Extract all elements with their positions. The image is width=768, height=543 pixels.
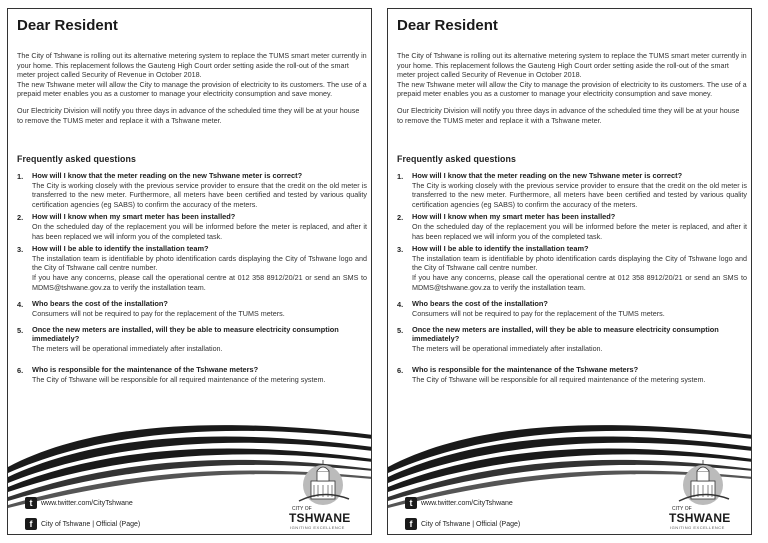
faq-item bbox=[17, 245, 367, 292]
faq-number: 4. bbox=[17, 300, 24, 310]
facebook-icon: f bbox=[405, 518, 417, 530]
faq-number: 6. bbox=[17, 366, 24, 376]
faq-question: Once the new meters are installed, will they be able to measure electricity consumption immediately? bbox=[32, 325, 339, 343]
faq-answer: The City of Tshwane will be responsible for all required maintenance of the metering system. bbox=[32, 374, 326, 384]
faq-item bbox=[397, 245, 747, 292]
faq-number: 3. bbox=[17, 245, 24, 255]
faq-question: How will I be able to identify the installation team? bbox=[32, 244, 209, 254]
intro-paragraph: Our Electricity Division will notify you three days in advance of the scheduled time they will be at your house to remove the TUMS meter and replace it with a Tshwane meter. bbox=[17, 105, 360, 125]
logo-city-of: CITY OF bbox=[292, 506, 312, 512]
facebook-icon: f bbox=[25, 518, 37, 530]
intro-paragraph: Our Electricity Division will notify you three days in advance of the scheduled time they will be at your house to remove the TUMS meter and replace it with a Tshwane meter. bbox=[397, 105, 740, 125]
faq-heading: Frequently asked questions bbox=[397, 154, 516, 164]
faq-answer: The City is working closely with the previous service provider to ensure that the credit on the old meter is transferred to the new meter. Furthermore, all meters have been certified and tested by various quality certification agencies (eg SABS) to confirm the accuracy of the meters. bbox=[32, 180, 367, 209]
intro-line: The City of Tshwane is rolling out its alternative metering system to replace the TUMS smart meter currently in your home. This replacement follows the Gauteng High Court order setting aside the roll-out of the smart meter project called Security of Revenue in October 2018. bbox=[17, 51, 367, 80]
faq-item bbox=[17, 326, 367, 353]
faq-answer-extra: If you have any concerns, please call the operational centre at 012 358 8912/20/21 or send an SMS to MDMS@tshwane.gov.za to verify the installation team. bbox=[32, 272, 367, 292]
faq-number: 3. bbox=[397, 245, 404, 255]
faq-question: Once the new meters are installed, will they be able to measure electricity consumption immediately? bbox=[412, 325, 719, 343]
intro-line: The City of Tshwane is rolling out its alternative metering system to replace the TUMS smart meter currently in your home. This replacement follows the Gauteng High Court order setting aside the roll-out of the smart meter project called Security of Revenue in October 2018. bbox=[397, 51, 747, 80]
intro-text bbox=[397, 51, 747, 132]
faq-answer: The installation team is identifiable by photo identification cards displaying the City of Tshwane logo and the City of Tshwane call centre number. bbox=[32, 253, 367, 273]
flyer-left bbox=[7, 8, 372, 535]
facebook-link[interactable] bbox=[405, 518, 520, 530]
twitter-handle: www.twitter.com/CityTshwane bbox=[421, 499, 513, 507]
faq-item bbox=[17, 172, 367, 209]
faq-item bbox=[397, 213, 747, 241]
flyer-title: Dear Resident bbox=[17, 17, 118, 34]
faq-answer: The City is working closely with the previous service provider to ensure that the credit on the old meter is transferred to the new meter. Furthermore, all meters have been certified and tested by various quality certification agencies (eg SABS) to confirm the accuracy of the meters. bbox=[412, 180, 747, 209]
faq-item bbox=[397, 300, 747, 318]
faq-answer: The installation team is identifiable by photo identification cards displaying the City of Tshwane logo and the City of Tshwane call centre number. bbox=[412, 253, 747, 273]
faq-item bbox=[17, 213, 367, 241]
twitter-handle: www.twitter.com/CityTshwane bbox=[41, 499, 133, 507]
tshwane-logo bbox=[285, 459, 365, 531]
faq-list bbox=[17, 172, 367, 388]
logo-city-of: CITY OF bbox=[672, 506, 692, 512]
faq-list bbox=[397, 172, 747, 388]
facebook-link[interactable] bbox=[25, 518, 140, 530]
faq-answer-extra: If you have any concerns, please call the operational centre at 012 358 8912/20/21 or send an SMS to MDMS@tshwane.gov.za to verify the installation team. bbox=[412, 272, 747, 292]
faq-number: 4. bbox=[397, 300, 404, 310]
faq-question: Who bears the cost of the installation? bbox=[32, 299, 168, 309]
intro-paragraph bbox=[397, 51, 747, 99]
faq-item bbox=[397, 172, 747, 209]
twitter-icon: t bbox=[405, 497, 417, 509]
tshwane-logo bbox=[665, 459, 745, 531]
intro-line: The new Tshwane meter will allow the City to manage the provision of electricity to its customers. The use of a prepaid meter enables you as a customer to manage your electricity consumption and save money. bbox=[17, 79, 367, 99]
faq-item bbox=[17, 300, 367, 318]
twitter-link[interactable] bbox=[405, 497, 513, 509]
faq-question: How will I know that the meter reading on the new Tshwane meter is correct? bbox=[412, 171, 683, 180]
faq-number: 2. bbox=[397, 213, 404, 223]
flyer-title: Dear Resident bbox=[397, 17, 498, 34]
faq-answer: The meters will be operational immediately after installation. bbox=[32, 343, 223, 353]
faq-number: 5. bbox=[397, 326, 404, 336]
faq-question: How will I know that the meter reading on the new Tshwane meter is correct? bbox=[32, 171, 303, 180]
faq-question: How will I know when my smart meter has been installed? bbox=[32, 212, 236, 222]
twitter-link[interactable] bbox=[25, 497, 133, 509]
city-hall-emblem-icon bbox=[675, 459, 730, 505]
logo-name: TSHWANE bbox=[289, 511, 351, 525]
faq-answer: The meters will be operational immediately after installation. bbox=[412, 343, 603, 353]
twitter-icon: t bbox=[25, 497, 37, 509]
intro-line: The new Tshwane meter will allow the City to manage the provision of electricity to its customers. The use of a prepaid meter enables you as a customer to manage your electricity consumption and save money. bbox=[397, 79, 747, 99]
city-hall-emblem-icon bbox=[295, 459, 350, 505]
faq-item bbox=[397, 326, 747, 353]
faq-number: 2. bbox=[17, 213, 24, 223]
faq-question: How will I be able to identify the installation team? bbox=[412, 244, 589, 254]
faq-item bbox=[17, 366, 367, 384]
faq-question: Who is responsible for the maintenance of the Tshwane meters? bbox=[32, 365, 259, 375]
faq-number: 1. bbox=[17, 172, 24, 181]
faq-question: Who is responsible for the maintenance of the Tshwane meters? bbox=[412, 365, 639, 375]
facebook-page: City of Tshwane | Official (Page) bbox=[421, 520, 521, 528]
logo-tagline: IGNITING EXCELLENCE bbox=[670, 525, 725, 530]
logo-tagline: IGNITING EXCELLENCE bbox=[290, 525, 345, 530]
intro-paragraph bbox=[17, 51, 367, 99]
flyer-right bbox=[387, 8, 752, 535]
faq-answer: Consumers will not be required to pay for the replacement of the TUMS meters. bbox=[412, 308, 665, 318]
intro-text bbox=[17, 51, 367, 132]
logo-name: TSHWANE bbox=[669, 511, 731, 525]
faq-number: 5. bbox=[17, 326, 24, 336]
faq-item bbox=[397, 366, 747, 384]
faq-answer: On the scheduled day of the replacement you will be informed before the meter is replaced, and after it has been replaced we will inform you of the completed task. bbox=[32, 221, 367, 241]
facebook-page: City of Tshwane | Official (Page) bbox=[41, 520, 141, 528]
faq-number: 1. bbox=[397, 172, 404, 181]
faq-answer: On the scheduled day of the replacement you will be informed before the meter is replaced, and after it has been replaced we will inform you of the completed task. bbox=[412, 221, 747, 241]
faq-number: 6. bbox=[397, 366, 404, 376]
faq-question: Who bears the cost of the installation? bbox=[412, 299, 548, 309]
faq-question: How will I know when my smart meter has been installed? bbox=[412, 212, 616, 222]
faq-answer: Consumers will not be required to pay for the replacement of the TUMS meters. bbox=[32, 308, 285, 318]
faq-answer: The City of Tshwane will be responsible for all required maintenance of the metering system. bbox=[412, 374, 706, 384]
faq-heading: Frequently asked questions bbox=[17, 154, 136, 164]
